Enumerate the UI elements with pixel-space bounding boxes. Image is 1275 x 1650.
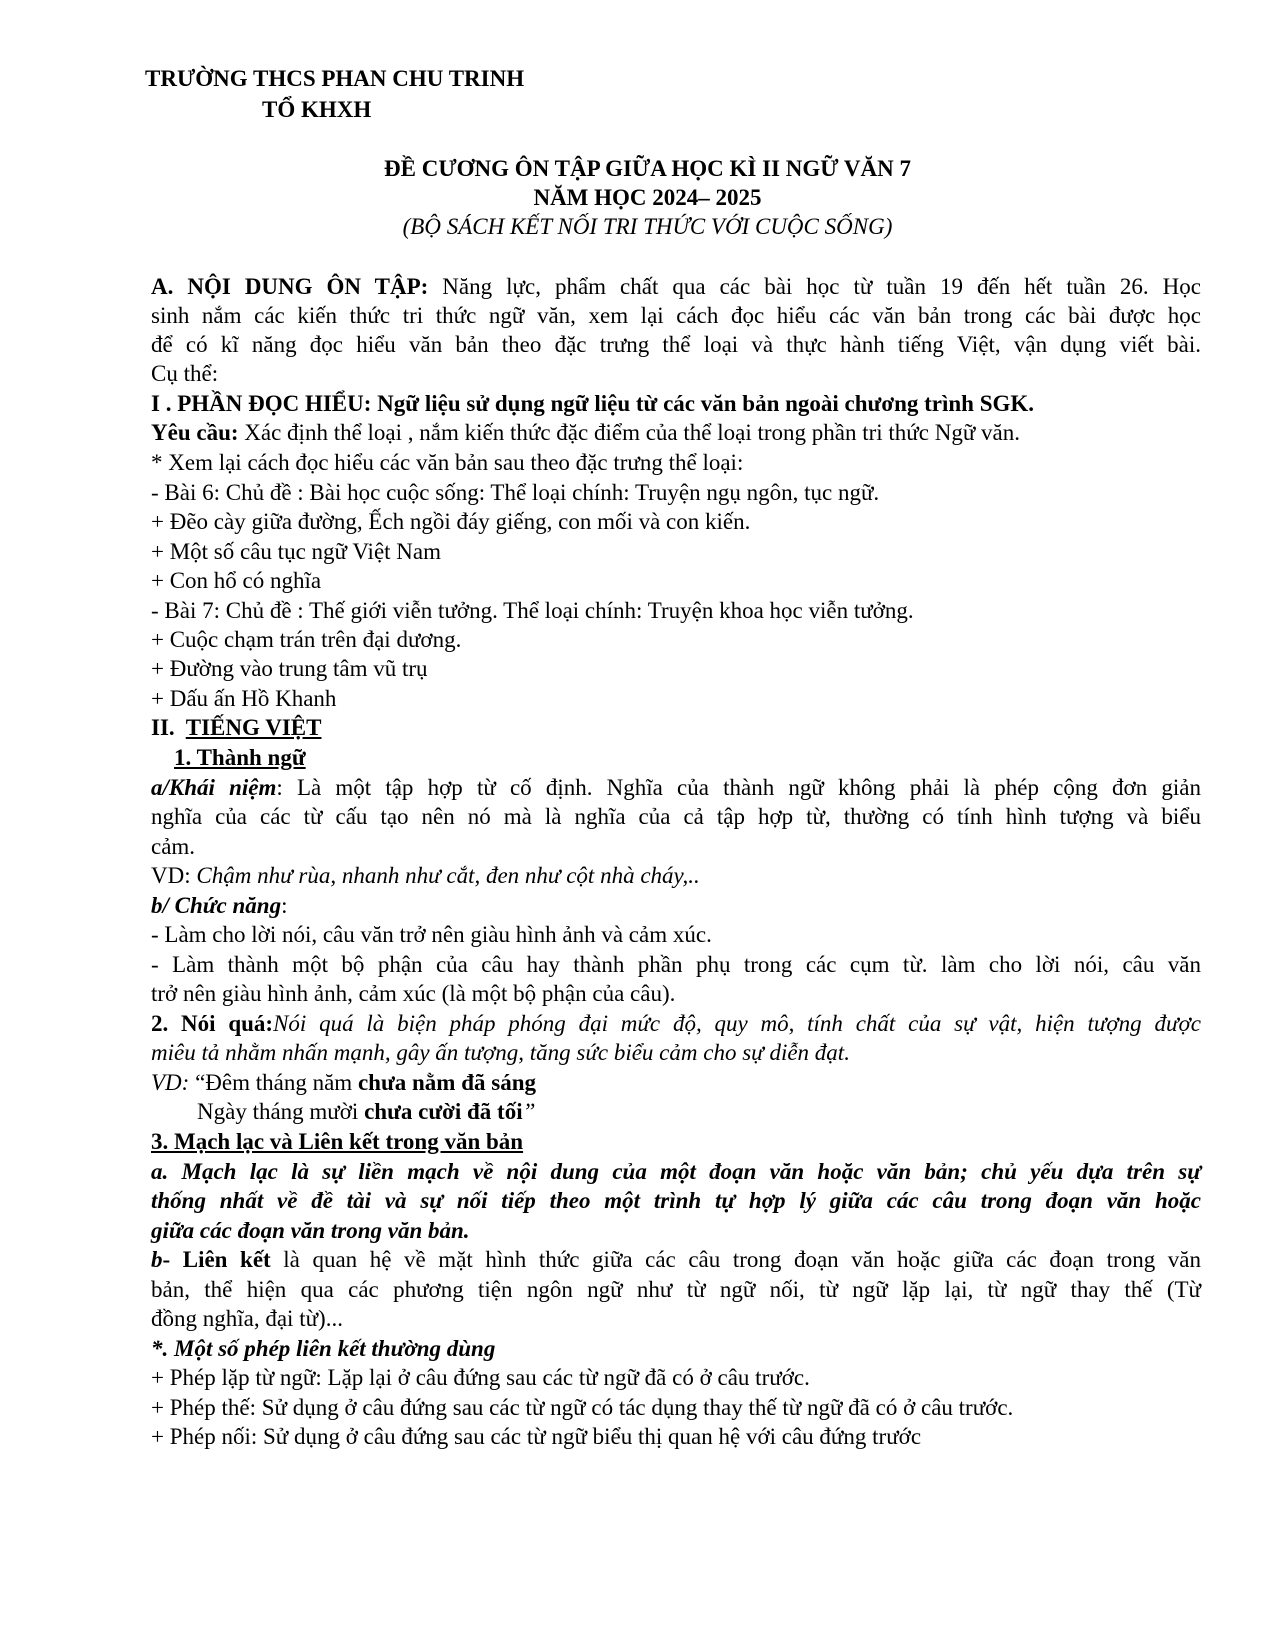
- idiom-definition-line-2: nghĩa của các từ cấu tạo nên nó mà là nghĩa của cả tập hợp từ, thường có tính hình tượng và biểu: [151, 804, 1201, 829]
- department-name: TỔ KHXH: [262, 97, 372, 122]
- section-a-line-1: A. NỘI DUNG ÔN TẬP: Năng lực, phẩm chất qua các bài học từ tuần 19 đến hết tuần 26. Học: [151, 274, 1201, 299]
- list-item: - Bài 7: Chủ đề : Thế giới viễn tưởng. Thể loại chính: Truyện khoa học viễn tưởng.: [151, 598, 914, 623]
- list-item: + Một số câu tục ngữ Việt Nam: [151, 539, 442, 564]
- idiom-definition-line-1: a/Khái niệm: Là một tập hợp từ cố định. Nghĩa của thành ngữ không phải là phép cộng đơn giản: [151, 775, 1201, 800]
- function-item: - Làm thành một bộ phận của câu hay thành phần phụ trong các cụm từ. làm cho lời nói, câu văn: [151, 952, 1201, 977]
- subsection-idioms-title: 1. Thành ngữ: [174, 745, 306, 770]
- coherence-definition-line-1: a. Mạch lạc là sự liền mạch về nội dung của một đoạn văn hoặc văn bản; chủ yếu dựa trên sự: [151, 1159, 1201, 1184]
- cohesion-definition-line-1: b- Liên kết là quan hệ về mặt hình thức giữa các câu trong đoạn văn hoặc giữa các đoạn trong văn: [151, 1247, 1201, 1272]
- definition-label: a/Khái niệm: [151, 775, 277, 800]
- school-year: NĂM HỌC 2024– 2025: [533, 185, 762, 210]
- part-i-requirement: Yêu cầu: Xác định thể loại , nắm kiến thức đặc điểm của thể loại trong phần tri thức Ngữ văn.: [151, 420, 1021, 445]
- list-item: + Phép thế: Sử dụng ở câu đứng sau các từ ngữ có tác dụng thay thế từ ngữ đã có ở câu trước.: [151, 1395, 1014, 1420]
- cohesion-label: - Liên kết: [162, 1247, 271, 1272]
- part-i-heading: I . PHẦN ĐỌC HIỂU: Ngữ liệu sử dụng ngữ liệu từ các văn bản ngoài chương trình SGK.: [151, 391, 1035, 416]
- document-title: ĐỀ CƯƠNG ÔN TẬP GIỮA HỌC KÌ II NGỮ VĂN 7: [384, 156, 911, 181]
- section-a-heading: A. NỘI DUNG ÔN TẬP:: [151, 274, 429, 299]
- coherence-definition-line-3: giữa các đoạn văn trong văn bản.: [151, 1218, 470, 1243]
- hyperbole-label: 2. Nói quá:: [151, 1011, 274, 1036]
- list-item: + Cuộc chạm trán trên đại dương.: [151, 627, 462, 652]
- list-item: + Con hổ có nghĩa: [151, 568, 322, 593]
- part-ii-title: TIẾNG VIỆT: [185, 715, 322, 740]
- cohesion-methods-title: *. Một số phép liên kết thường dùng: [151, 1336, 496, 1361]
- idiom-definition-line-3: cảm.: [151, 834, 196, 859]
- cohesion-definition-line-3: đồng nghĩa, đại từ)...: [151, 1306, 343, 1331]
- hyperbole-example-line-2: Ngày tháng mười chưa cười đã tối”: [197, 1099, 536, 1124]
- list-item: + Đẽo cày giữa đường, Ếch ngồi đáy giếng, con mối và con kiến.: [151, 509, 751, 534]
- list-item: + Đường vào trung tâm vũ trụ: [151, 656, 428, 681]
- school-name: TRƯỜNG THCS PHAN CHU TRINH: [145, 66, 525, 91]
- list-item: + Phép lặp từ ngữ: Lặp lại ở câu đứng sau các từ ngữ đã có ở câu trước.: [151, 1365, 810, 1390]
- list-item: + Phép nối: Sử dụng ở câu đứng sau các từ ngữ biểu thị quan hệ với câu đứng trước: [151, 1424, 922, 1449]
- book-series: (BỘ SÁCH KẾT NỐI TRI THỨC VỚI CUỘC SỐNG): [402, 214, 893, 239]
- coherence-definition-line-2: thống nhất về đề tài và sự nối tiếp theo một trình tự hợp lý giữa các câu trong đoạn văn hoặc: [151, 1188, 1201, 1213]
- function-item: - Làm cho lời nói, câu văn trở nên giàu hình ảnh và cảm xúc.: [151, 922, 712, 947]
- part-ii-heading: II. TIẾNG VIỆT: [151, 715, 322, 740]
- idiom-example: VD: Chậm như rùa, nhanh như cắt, đen như cột nhà cháy,..: [151, 863, 700, 888]
- hyperbole-line-1: 2. Nói quá:Nói quá là biện pháp phóng đại mức độ, quy mô, tính chất của sự vật, hiện tượng được: [151, 1011, 1201, 1036]
- function-heading: b/ Chức năng:: [151, 893, 288, 918]
- section-a-line-2: sinh nắm các kiến thức tri thức ngữ văn, xem lại cách đọc hiểu các văn bản trong các bài được học: [151, 303, 1201, 328]
- section-a-line-3: để có kĩ năng đọc hiểu văn bản theo đặc trưng thể loại và thực hành tiếng Việt, vận dụng viết bài.: [151, 332, 1201, 357]
- section-a-line-4: Cụ thể:: [151, 361, 219, 386]
- subsection-coherence-title: 3. Mạch lạc và Liên kết trong văn bản: [151, 1129, 524, 1154]
- list-item: + Dấu ấn Hồ Khanh: [151, 686, 337, 711]
- requirement-label: Yêu cầu:: [151, 420, 239, 445]
- part-i-review-note: * Xem lại cách đọc hiểu các văn bản sau theo đặc trưng thể loại:: [151, 450, 744, 475]
- function-item-continued: trở nên giàu hình ảnh, cảm xúc (là một bộ phận của câu).: [151, 981, 676, 1006]
- list-item: - Bài 6: Chủ đề : Bài học cuộc sống: Thể loại chính: Truyện ngụ ngôn, tục ngữ.: [151, 480, 880, 505]
- hyperbole-example-line-1: VD: “Đêm tháng năm chưa nằm đã sáng: [151, 1070, 536, 1095]
- cohesion-definition-line-2: bản, thể hiện qua các phương tiện ngôn ngữ như từ ngữ nối, từ ngữ lặp lại, từ ngữ thay thế (Từ: [151, 1277, 1201, 1302]
- hyperbole-line-2: miêu tả nhằm nhấn mạnh, gây ấn tượng, tăng sức biểu cảm cho sự diễn đạt.: [151, 1040, 850, 1065]
